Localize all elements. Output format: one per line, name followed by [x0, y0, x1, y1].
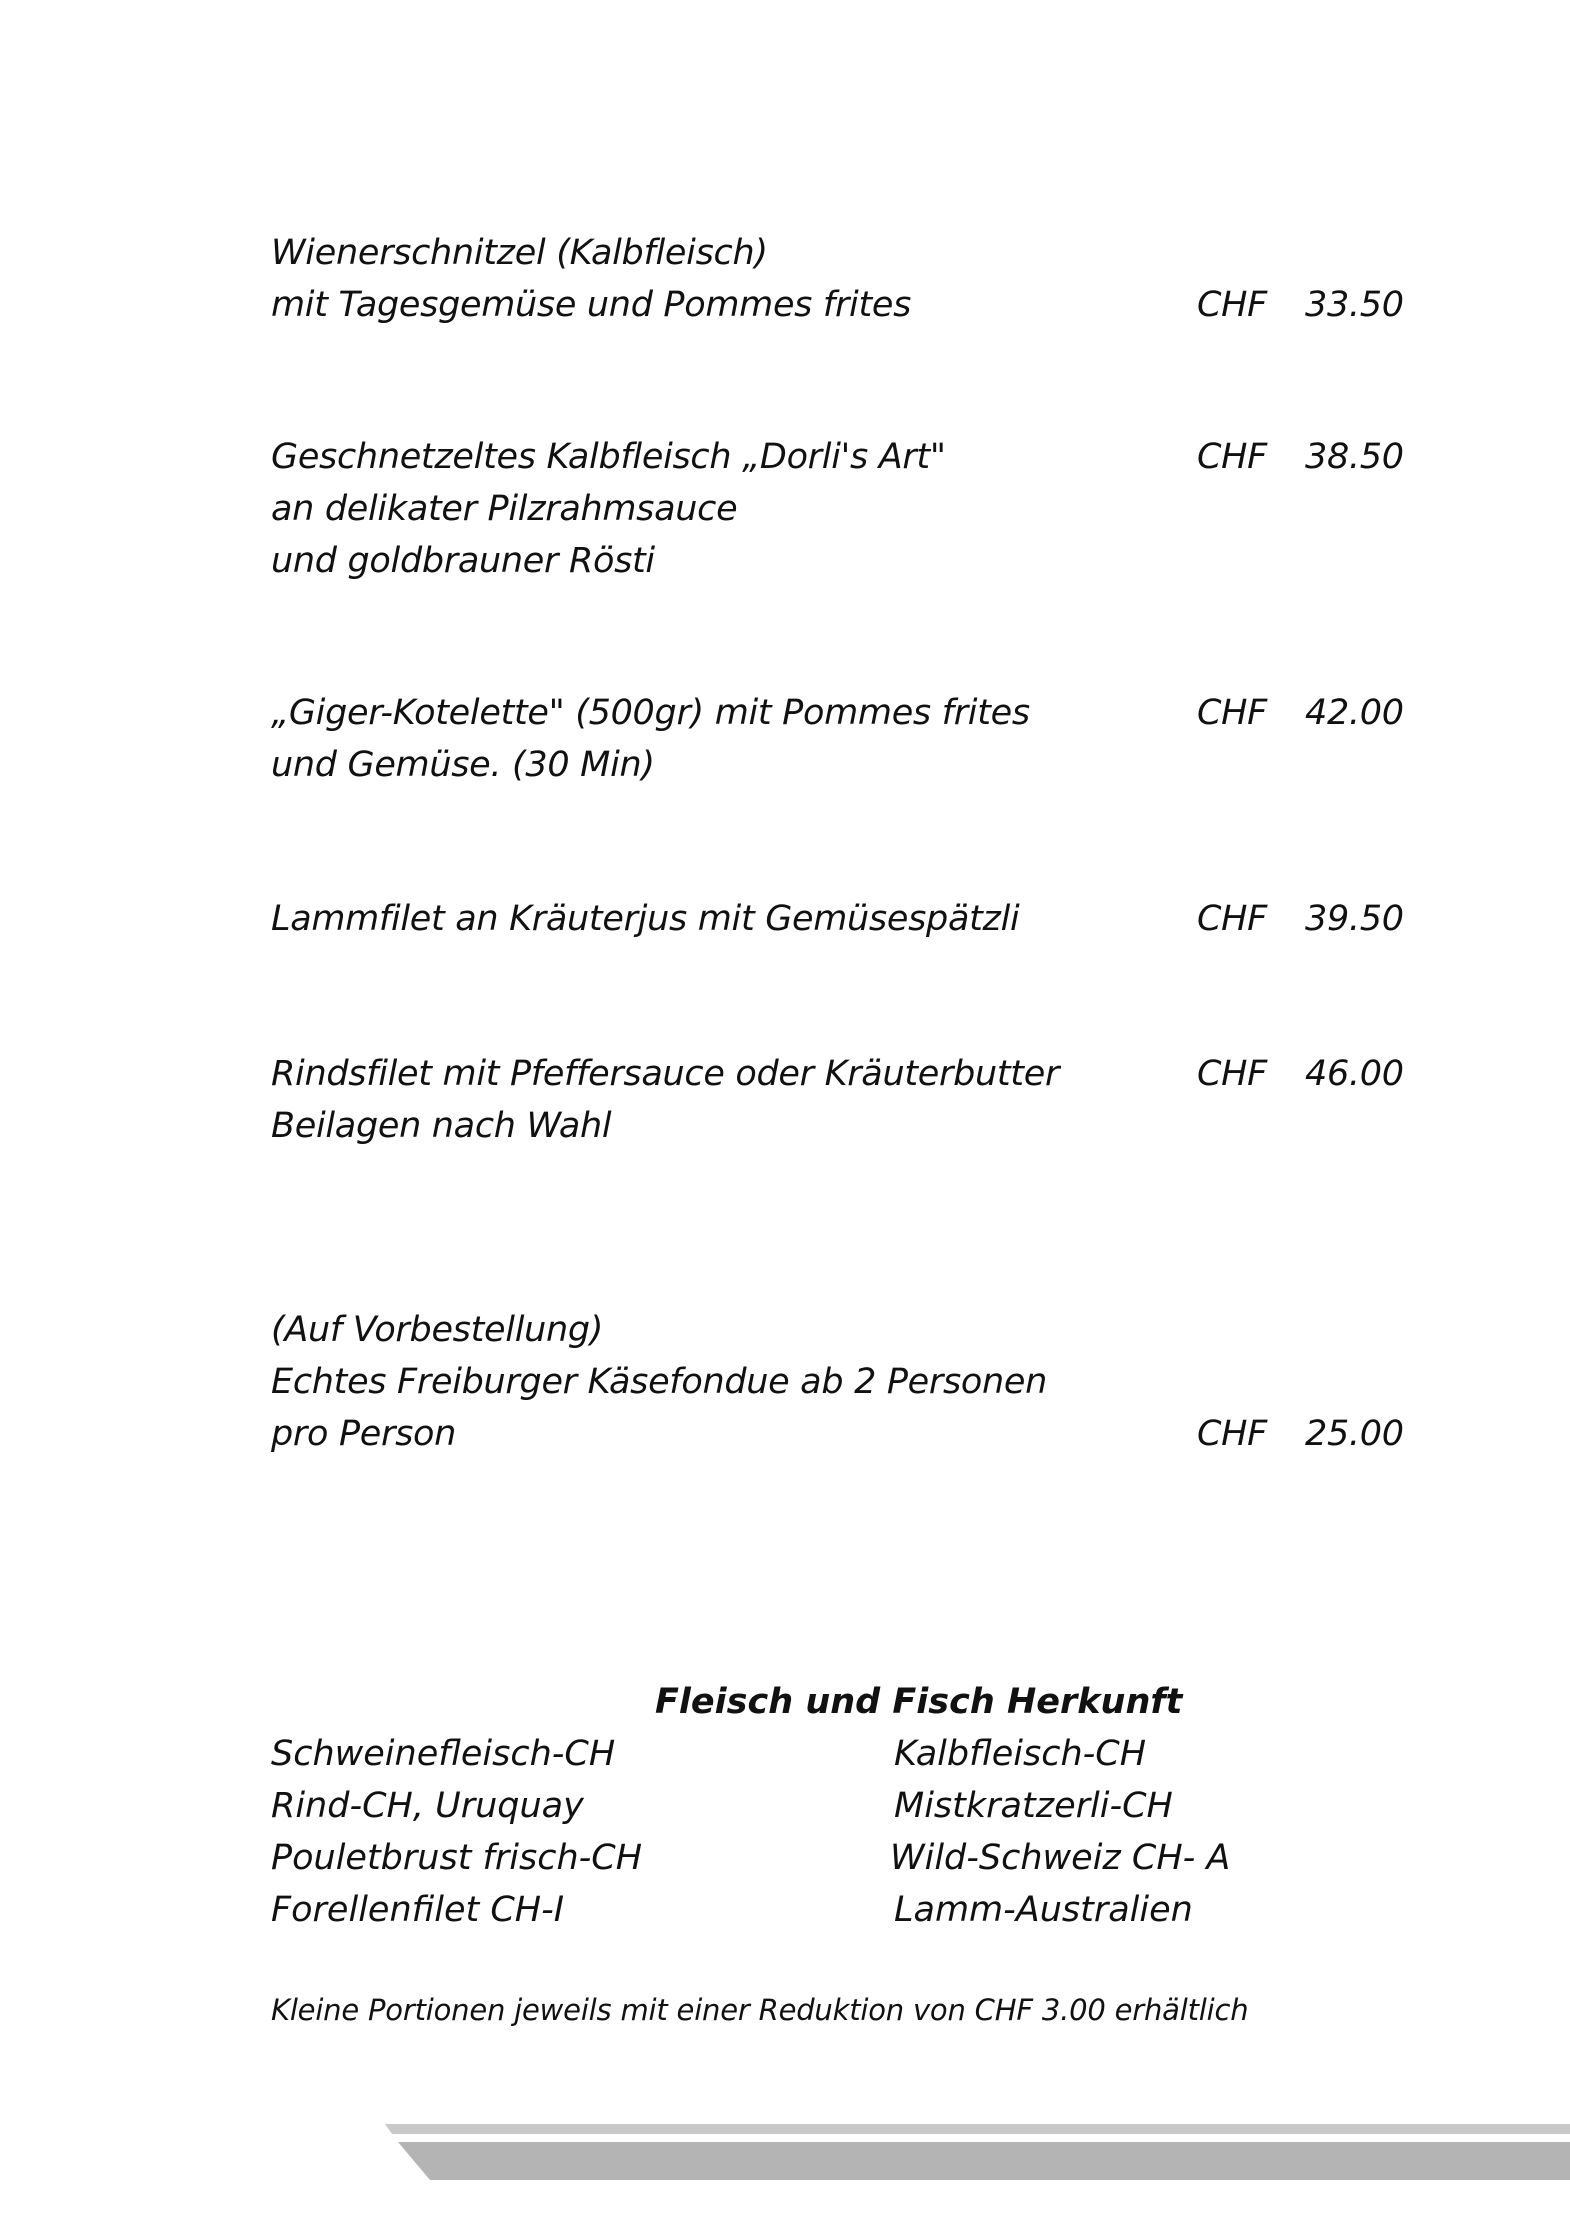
menu-item-description: und Gemüse. (30 Min) [271, 745, 655, 785]
menu-item-description: mit Tagesgemüse und Pommes frites [271, 285, 912, 325]
menu-item-description: pro Person [271, 1414, 457, 1454]
menu-item-price [1197, 279, 1404, 331]
menu-item-price [1197, 893, 1404, 945]
currency-label: CHF [1197, 1054, 1267, 1094]
menu-item-price [1197, 687, 1404, 739]
menu-item-title: Lammfilet an Kräuterjus mit Gemüsespätzli [271, 899, 1020, 939]
menu-item-price [1197, 1408, 1404, 1460]
currency-label: CHF [1197, 285, 1267, 325]
origin-row [271, 1832, 1271, 1884]
price-amount: 42.00 [1305, 693, 1404, 733]
menu-item-title: „Giger-Kotelette" (500gr) mit Pommes frites [271, 693, 1030, 733]
origin-right: Wild-Schweiz CH- A [890, 1838, 1231, 1878]
origin-right: Lamm-Australien [894, 1890, 1193, 1930]
origin-list [271, 1728, 1271, 1936]
price-amount: 25.00 [1305, 1414, 1404, 1454]
origin-left: Pouletbrust frisch-CH [271, 1838, 643, 1878]
origin-left: Rind-CH, Uruquay [271, 1786, 584, 1826]
origin-left: Forellenfilet CH-I [271, 1890, 565, 1930]
origin-row [271, 1884, 1271, 1936]
origin-right: Mistkratzerli-CH [894, 1786, 1173, 1826]
price-amount: 39.50 [1305, 899, 1404, 939]
price-amount: 46.00 [1305, 1054, 1404, 1094]
portion-footnote: Kleine Portionen jeweils mit einer Reduktion von CHF 3.00 erhältlich [271, 1993, 1249, 2027]
origin-row [271, 1728, 1271, 1780]
currency-label: CHF [1197, 693, 1267, 733]
menu-item-description: Beilagen nach Wahl [271, 1106, 612, 1146]
menu-item-title: Geschnetzeltes Kalbfleisch „Dorli's Art" [271, 437, 946, 477]
menu-item-geschnetzeltes [271, 431, 1411, 587]
menu-item-title: Echtes Freiburger Käsefondue ab 2 Personen [271, 1362, 1048, 1402]
menu-item-kaesefondue [271, 1304, 1411, 1460]
menu-item-title: Rindsfilet mit Pfeffersauce oder Kräuterbutter [271, 1054, 1060, 1094]
currency-label: CHF [1197, 437, 1267, 477]
menu-item-rindsfilet [271, 1048, 1411, 1152]
menu-item-description: und goldbrauner Rösti [271, 541, 655, 581]
currency-label: CHF [1197, 899, 1267, 939]
menu-item-lammfilet [271, 893, 1411, 945]
menu-item-price [1197, 431, 1404, 483]
price-amount: 38.50 [1305, 437, 1404, 477]
menu-item-giger-kotelette [271, 687, 1411, 791]
menu-item-price [1197, 1048, 1404, 1100]
menu-item-title: Wienerschnitzel (Kalbfleisch) [271, 233, 768, 273]
origin-heading: Fleisch und Fisch Herkunft [655, 1682, 1183, 1722]
origin-left: Schweinefleisch-CH [271, 1734, 616, 1774]
menu-item-description: an delikater Pilzrahmsauce [271, 489, 738, 529]
stripe-wide [398, 2142, 1570, 2180]
decorative-stripes [0, 2110, 1570, 2222]
currency-label: CHF [1197, 1414, 1267, 1454]
origin-row [271, 1780, 1271, 1832]
menu-item-wienerschnitzel [271, 227, 1411, 331]
menu-item-note: (Auf Vorbestellung) [271, 1310, 604, 1350]
price-amount: 33.50 [1305, 285, 1404, 325]
origin-right: Kalbfleisch-CH [894, 1734, 1147, 1774]
stripe-thin [385, 2124, 1570, 2134]
